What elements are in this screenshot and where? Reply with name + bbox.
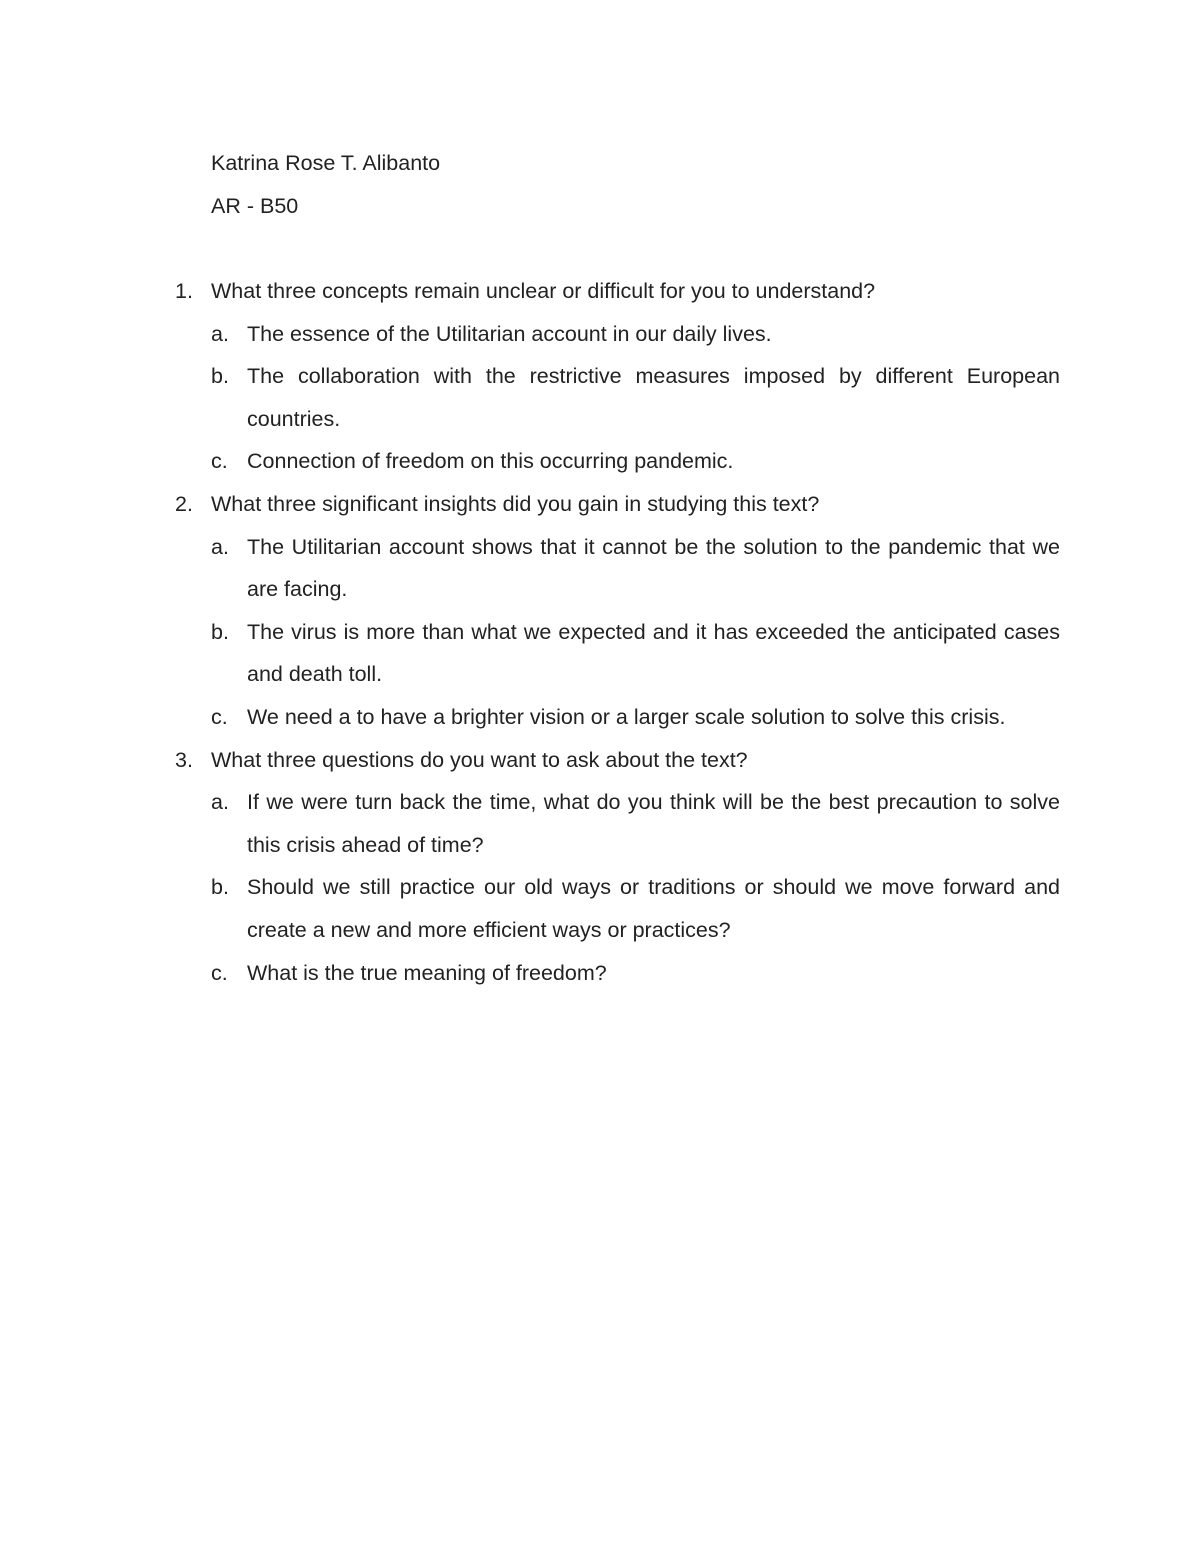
answer-list: [211, 526, 1060, 739]
answer-text: The virus is more than what we expected and it has exceeded the anticipated cases and death toll.: [247, 619, 1060, 687]
answer-text: We need a to have a brighter vision or a larger scale solution to solve this crisis.: [247, 704, 1006, 729]
question-number: 3.: [175, 747, 193, 772]
answer-item: [211, 696, 1060, 739]
student-section: AR - B50: [211, 193, 299, 218]
answer-letter: c.: [211, 449, 228, 474]
answer-item: [211, 611, 1060, 696]
answer-item: [211, 866, 1060, 951]
answer-text: The collaboration with the restrictive measures imposed by different European countries.: [247, 364, 1060, 431]
answer-text: Should we still practice our old ways or traditions or should we move forward and create a new and more efficient ways or practices?: [247, 875, 1060, 942]
answer-letter: b.: [211, 875, 229, 900]
answer-list: [211, 781, 1060, 994]
answer-text: The essence of the Utilitarian account in our daily lives.: [247, 321, 772, 346]
document-header: [211, 142, 440, 227]
student-name: Katrina Rose T. Alibanto: [211, 151, 441, 175]
answer-letter: b.: [211, 364, 229, 389]
answer-text: If we were turn back the time, what do you think will be the best precaution to solve this crisis ahead of time?: [247, 790, 1060, 857]
question-text: What three concepts remain unclear or difficult for you to understand?: [211, 279, 876, 303]
question-text: What three significant insights did you gain in studying this text?: [211, 491, 820, 516]
answer-letter: a.: [211, 534, 229, 559]
question-item: [175, 739, 1060, 995]
answer-letter: a.: [211, 790, 229, 815]
answer-letter: a.: [211, 321, 229, 346]
answer-text: Connection of freedom on this occurring pandemic.: [247, 449, 734, 474]
answer-item: [211, 952, 1060, 995]
answer-item: [211, 313, 1060, 356]
question-list: [175, 270, 1060, 994]
answer-item: [211, 440, 1060, 483]
answer-item: [211, 355, 1060, 440]
answer-letter: c.: [211, 704, 228, 729]
question-number: 1.: [175, 279, 193, 303]
answer-item: [211, 781, 1060, 866]
answer-text: What is the true meaning of freedom?: [247, 960, 607, 985]
answer-text: The Utilitarian account shows that it cannot be the solution to the pandemic that we are facing.: [247, 534, 1060, 602]
answer-letter: b.: [211, 619, 229, 644]
answer-list: [211, 313, 1060, 483]
question-text: What three questions do you want to ask about the text?: [211, 747, 748, 772]
question-item: [175, 270, 1060, 483]
question-item: [175, 483, 1060, 739]
question-number: 2.: [175, 491, 193, 516]
answer-item: [211, 526, 1060, 611]
answer-letter: c.: [211, 960, 228, 985]
